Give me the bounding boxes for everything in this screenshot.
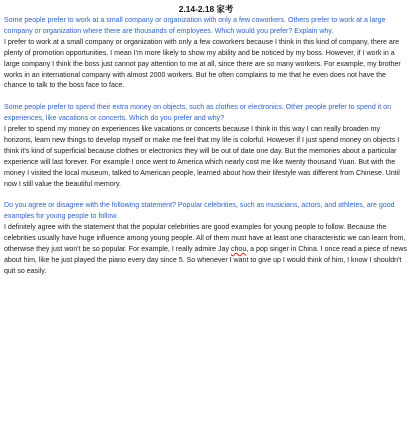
answer-3-part-1: I definitely agree with the statement that the popular celebrities are good examples for young people to follow. Because the celebrities usually have huge influence among young people. All of them must have at least one characteristic we can learn from, otherwise they just won't be so popular. For example, I really admire Jay	[4, 224, 406, 253]
question-2: Some people prefer to spend their extra money on objects, such as clothes or electronics. Other people prefer to spend it on experiences, like vacations or concerts. Which do you prefer and why?	[4, 104, 392, 123]
answer-2: I prefer to spend my money on experiences like vacations or concerts because I think in this way I can really broaden my horizons, learn new things to develop myself or make me feel that my life is colorful. However if I just spend money on objects I think it's kind of superficial because clothes or electronics they will be out of date one day. But the memories about a particular experience will last forever. For example I once went to America which nearly cost me like twenty thousand Yuan. But with the money I visited the local museum, talked to American people, learned about how their lifestyle was different from Chinese. Until now I still value the beautiful memory.	[4, 126, 400, 188]
paragraph-gap	[4, 190, 408, 201]
question-3: Do you agree or disagree with the following statement? Popular celebrities, such as musicians, actors, and athletes, are good examples for young people to follow.	[4, 202, 395, 221]
question-1: Some people prefer to work at a small company or organization with only a few coworkers. Others prefer to work at a large company or organization where there are thousands of employees. Which would you prefer? Explain why.	[4, 17, 386, 35]
answer-3-part-2: , a pop singer in China. I once read a piece of news about him, like he just played the piano every day since 5. So whenever I want to give up I would think of him, I know I shouldn't quit so easily.	[4, 246, 407, 275]
answer-3	[4, 223, 408, 278]
document-title: 2.14-2.18 家考	[178, 4, 234, 14]
answer-1: I prefer to work at a small company or organization with only a few coworkers because I think in this kind of company, there are plenty of promotion opportunities. I mean I'm more likely to show my ability and be noticed by my boss. However, if I work in a large company I think the boss just cannot pay attention to me at all, since there are so many workers. For example, my brother works in an international company with almost 2000 workers. But he often complains to me that he even does not have the chance to talk to the boss face to face.	[4, 38, 401, 90]
paragraph-gap	[4, 92, 408, 103]
spellcheck-flagged-word[interactable]: chou	[230, 246, 247, 253]
